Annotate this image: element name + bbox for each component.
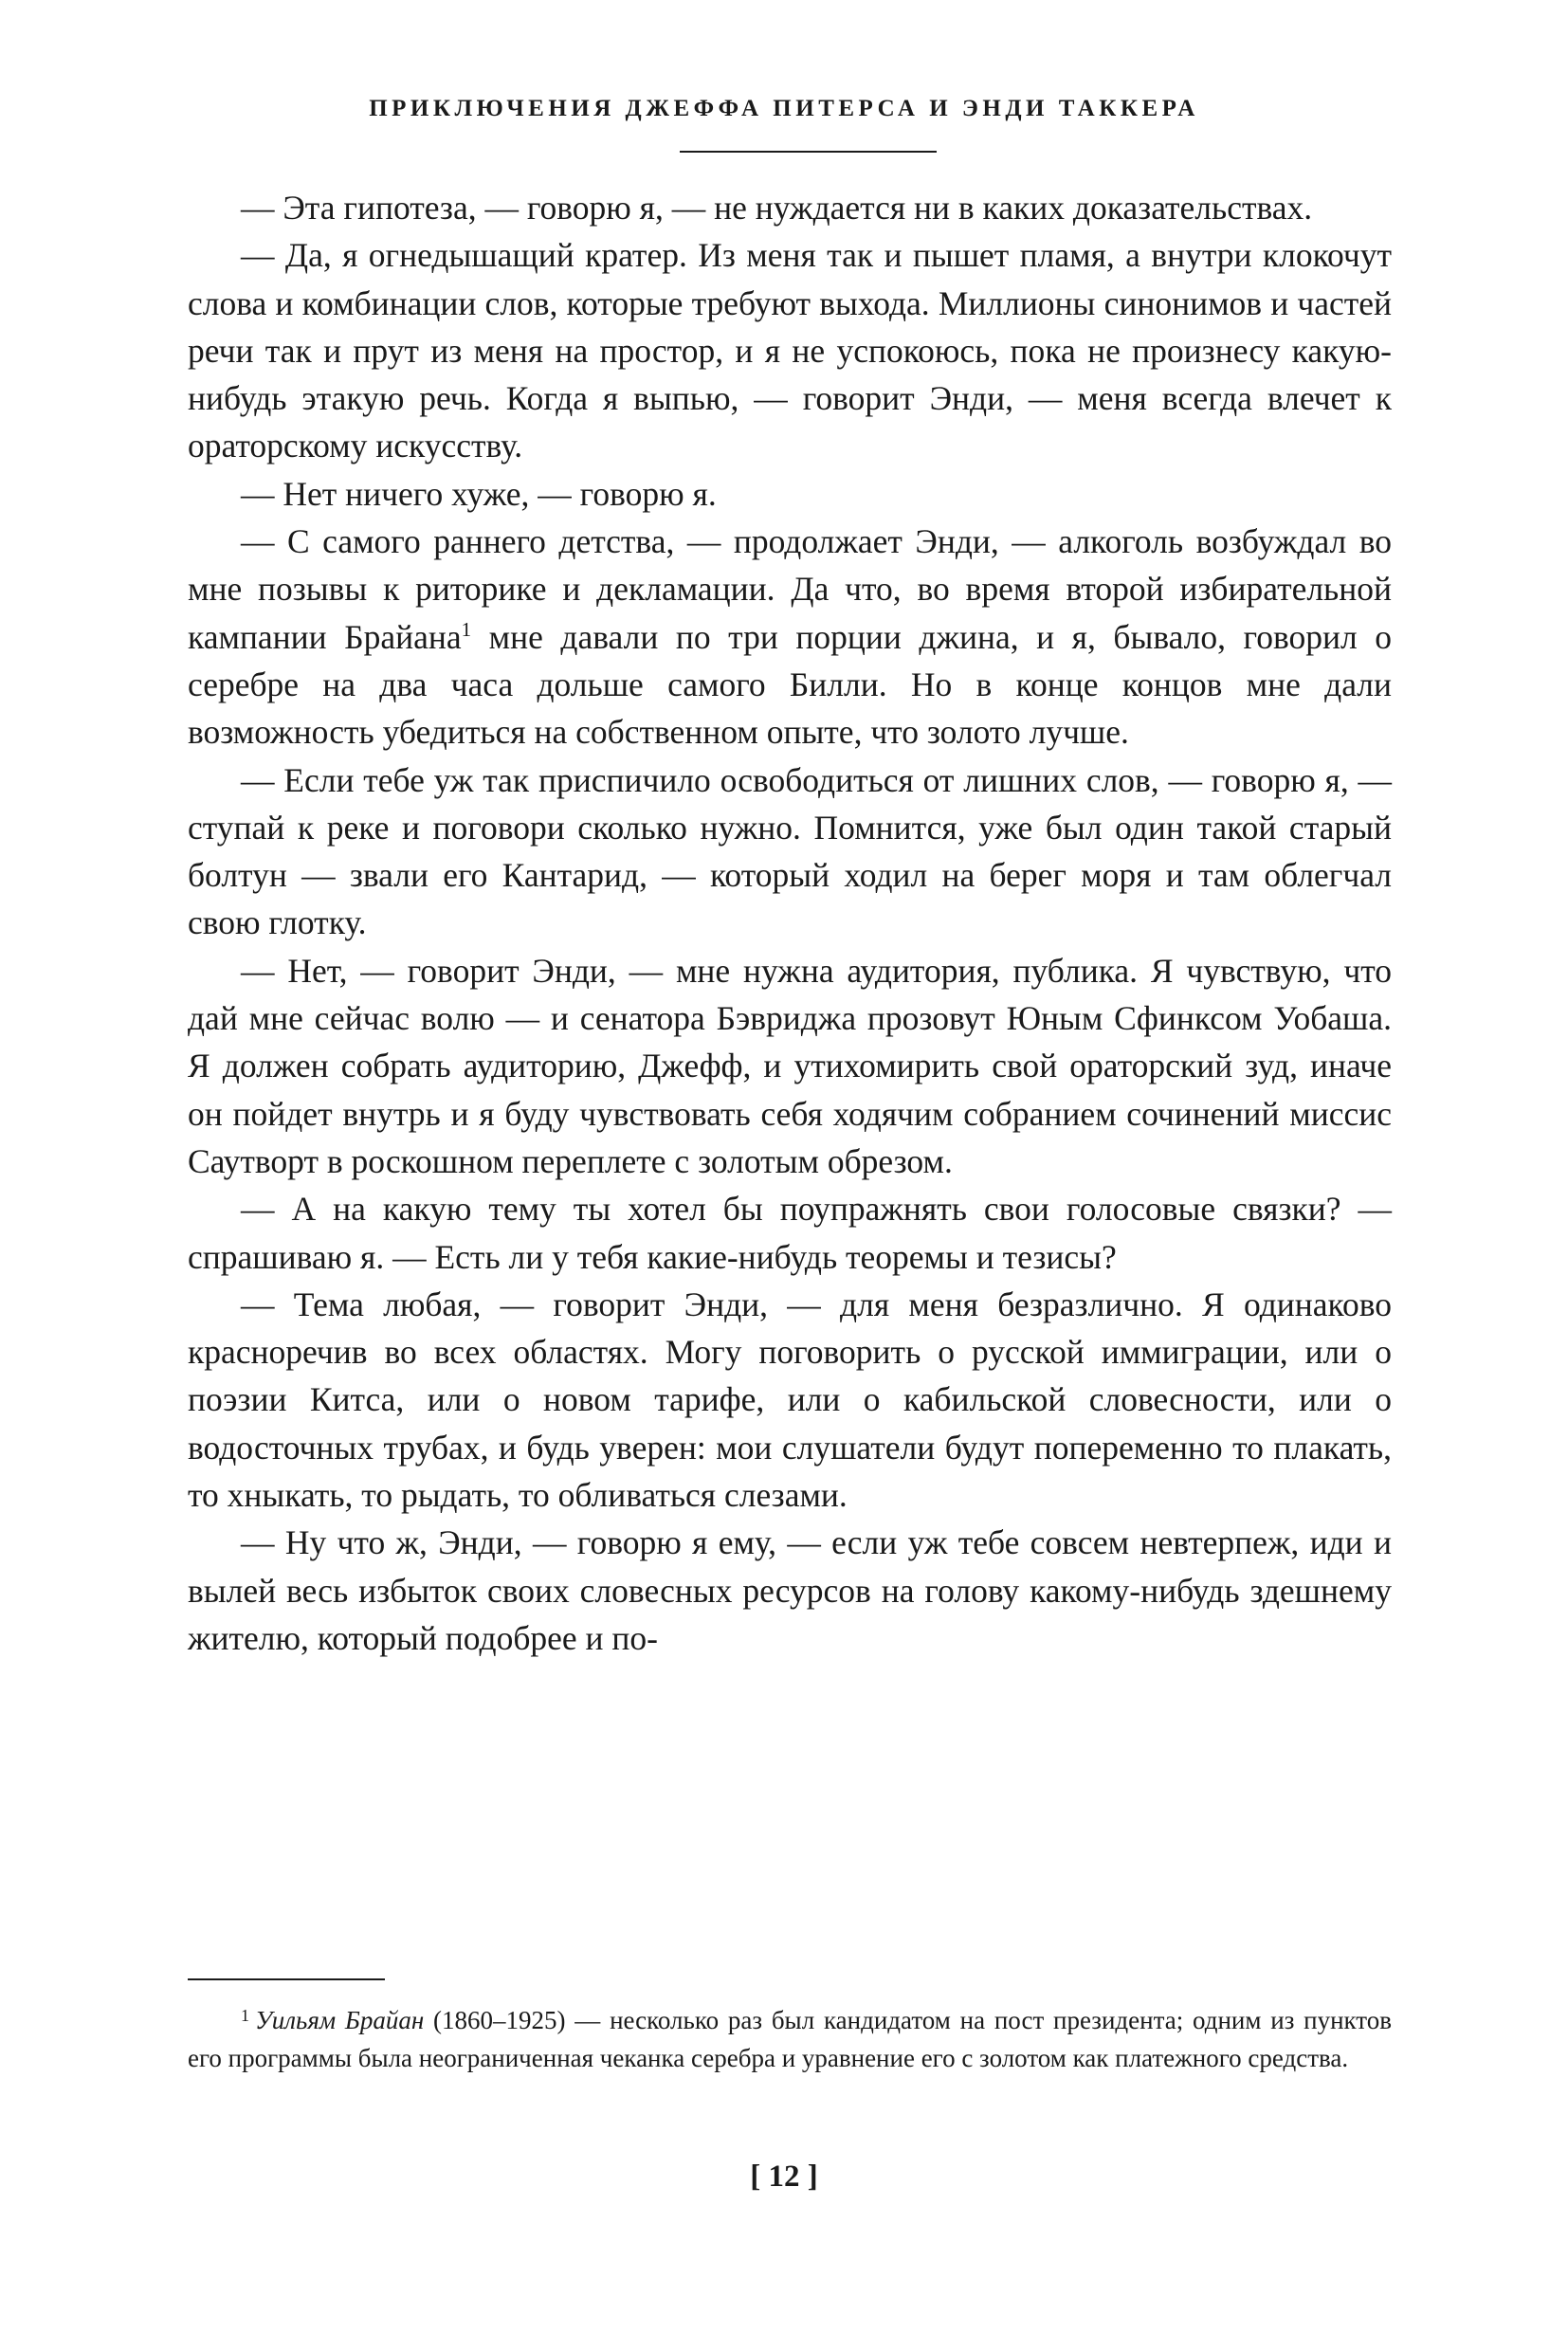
paragraph [188, 1185, 1392, 1281]
paragraph-text: — Нет ничего хуже, — говорю я. [241, 474, 717, 513]
paragraph [188, 470, 1392, 518]
footnote-reference: 1 [461, 617, 472, 641]
footnote-term: Уильям Брайан [255, 2006, 425, 2034]
paragraph [188, 756, 1392, 947]
paragraph-text: — Нет, — говорит Энди, — мне нужна аудитория, публика. Я чувствую, что дай мне сейчас волю — и сенатора Бэвриджа прозовут Юным Сфинксом Уобаша. Я должен собрать аудиторию, Джефф, и утихомирить свой ораторский зуд, иначе он пойдет внутрь и я буду чувствовать себя ходячим собранием сочинений миссис Саутворт в роскошном переплете с золотым обрезом. [188, 951, 1392, 1180]
footnote-rule [188, 1978, 385, 1980]
paragraph [188, 518, 1392, 756]
running-head-rule [680, 151, 937, 153]
paragraph-text: мне давали по три порции джина, и я, бывало, говорил о серебре на два часа дольше самого Билли. Но в конце концов мне дали возможность убедиться на собственном опыте, что золото лучше. [188, 617, 1393, 752]
footnote [188, 1996, 1392, 2077]
paragraph-text: — Эта гипотеза, — говорю я, — не нуждается ни в каких доказательствах. [241, 189, 1313, 227]
footnote-paragraph [188, 1996, 1392, 2077]
body-text [188, 184, 1392, 1662]
running-head: ПРИКЛЮЧЕНИЯ ДЖЕФФА ПИТЕРСА И ЭНДИ ТАККЕРА [369, 96, 1199, 121]
footnote-marker: 1 [241, 2006, 249, 2025]
footnote-text: (1860–1925) — несколько раз был кандидатом на пост президента; одним из пунктов его программы была неограниченная чеканка серебра и уравнение его с золотом как платежного средства. [188, 2006, 1392, 2072]
paragraph [188, 1281, 1392, 1519]
paragraph-text: — Ну что ж, Энди, — говорю я ему, — если уж тебе совсем невтерпеж, иди и вылей весь избыток своих словесных ресурсов на голову какому-нибудь здешнему жителю, который подобрее и по- [188, 1523, 1392, 1657]
page-number: [ 12 ] [750, 2160, 818, 2194]
paragraph [188, 1519, 1392, 1662]
paragraph [188, 184, 1392, 231]
paragraph-text: — А на какую тему ты хотел бы поупражнять свои голосовые связки? — спрашиваю я. — Есть ли у тебя какие-нибудь теоремы и тезисы? [188, 1190, 1392, 1276]
paragraph-text: — Да, я огнедышащий кратер. Из меня так и пышет пламя, а внутри клокочут слова и комбинации слов, которые требуют выхода. Миллионы синонимов и частей речи так и прут из меня на простор, и я не успокоюсь, пока не произнесу какую-нибудь этакую речь. Когда я выпью, — говорит Энди, — меня всегда влечет к ораторскому искусству. [188, 236, 1392, 465]
paragraph [188, 947, 1392, 1185]
paragraph-text: — Тема любая, — говорит Энди, — для меня безразлично. Я одинаково красноречив во всех областях. Могу поговорить о русской иммиграции, или о поэзии Китса, или о новом тарифе, или о кабильской словесности, или о водосточных трубах, и будь уверен: мои слушатели будут попеременно то плакать, то хныкать, то рыдать, то обливаться слезами. [188, 1285, 1392, 1515]
paragraph-text: — Если тебе уж так приспичило освободиться от лишних слов, — говорю я, — ступай к реке и поговори сколько нужно. Помнится, уже был один такой старый болтун — звали его Кантарид, — который ходил на берег моря и там облегчал свою глотку. [188, 760, 1392, 942]
paragraph [188, 231, 1392, 469]
paragraph-text: — С самого раннего детства, — продолжает Энди, — алкоголь возбуждал во мне позывы к риторике и декламации. Да что, во время второй избирательной кампании Брайана [188, 522, 1392, 656]
